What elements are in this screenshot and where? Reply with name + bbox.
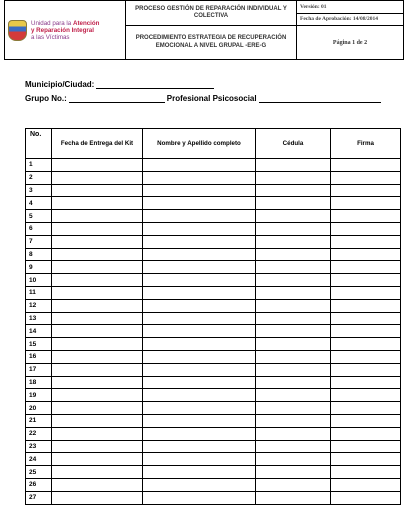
table-cell[interactable] — [52, 261, 143, 274]
logo-cell — [5, 1, 126, 60]
row-number: 26 — [26, 478, 52, 491]
table-cell[interactable] — [143, 222, 256, 235]
table-cell[interactable] — [331, 466, 401, 479]
table-cell[interactable] — [143, 184, 256, 197]
table-cell[interactable] — [52, 350, 143, 363]
row-number: 6 — [26, 222, 52, 235]
table-row — [26, 312, 401, 325]
table-cell[interactable] — [143, 299, 256, 312]
approval-date: Fecha de Aprobación: 14/08/2014 — [300, 16, 378, 22]
row-number: 11 — [26, 286, 52, 299]
table-cell[interactable] — [331, 338, 401, 351]
page-number: Página 1 de 2 — [297, 26, 404, 60]
table-row — [26, 197, 401, 210]
table-row — [26, 414, 401, 427]
table-row — [26, 261, 401, 274]
table-cell[interactable] — [256, 389, 331, 402]
table-cell[interactable] — [52, 197, 143, 210]
table-row — [26, 478, 401, 491]
row-number: 12 — [26, 299, 52, 312]
grupo-field[interactable] — [69, 94, 165, 103]
table-cell[interactable] — [331, 184, 401, 197]
process-title: PROCESO GESTIÓN DE REPARACIÓN INDIVIDUAL Y COLECTIVA — [126, 1, 297, 26]
row-number: 19 — [26, 389, 52, 402]
table-cell[interactable] — [256, 325, 331, 338]
row-number: 22 — [26, 427, 52, 440]
table-cell[interactable] — [331, 389, 401, 402]
table-cell[interactable] — [52, 235, 143, 248]
table-cell[interactable] — [143, 248, 256, 261]
table-row — [26, 389, 401, 402]
row-number: 10 — [26, 274, 52, 287]
table-cell[interactable] — [52, 453, 143, 466]
grupo-label: Grupo No.: — [25, 94, 67, 103]
table-cell[interactable] — [331, 414, 401, 427]
version-cell — [297, 1, 404, 26]
table-cell[interactable] — [256, 491, 331, 504]
table-cell[interactable] — [331, 197, 401, 210]
table-row — [26, 222, 401, 235]
table-row — [26, 350, 401, 363]
table-cell[interactable] — [331, 159, 401, 172]
row-number: 27 — [26, 491, 52, 504]
row-number: 18 — [26, 376, 52, 389]
table-cell[interactable] — [143, 338, 256, 351]
table-cell[interactable] — [143, 402, 256, 415]
table-cell[interactable] — [256, 363, 331, 376]
table-cell[interactable] — [256, 299, 331, 312]
table-row — [26, 376, 401, 389]
table-cell[interactable] — [143, 210, 256, 223]
table-cell[interactable] — [52, 491, 143, 504]
table-row — [26, 325, 401, 338]
municipio-line — [25, 80, 214, 89]
table-cell[interactable] — [52, 286, 143, 299]
table-cell[interactable] — [143, 414, 256, 427]
table-cell[interactable] — [331, 210, 401, 223]
table-cell[interactable] — [331, 274, 401, 287]
attendance-table — [25, 128, 401, 505]
row-number: 3 — [26, 184, 52, 197]
table-row — [26, 363, 401, 376]
table-cell[interactable] — [143, 363, 256, 376]
table-cell[interactable] — [256, 159, 331, 172]
table-cell[interactable] — [256, 222, 331, 235]
row-number: 4 — [26, 197, 52, 210]
table-row — [26, 159, 401, 172]
table-cell[interactable] — [143, 274, 256, 287]
table-cell[interactable] — [331, 363, 401, 376]
table-cell[interactable] — [256, 286, 331, 299]
table-cell[interactable] — [331, 261, 401, 274]
row-number: 1 — [26, 159, 52, 172]
row-number: 5 — [26, 210, 52, 223]
row-number: 2 — [26, 171, 52, 184]
column-header: No. — [26, 129, 52, 159]
table-cell[interactable] — [331, 427, 401, 440]
table-cell[interactable] — [52, 312, 143, 325]
table-cell[interactable] — [256, 376, 331, 389]
table-row — [26, 171, 401, 184]
table-cell[interactable] — [143, 427, 256, 440]
table-cell[interactable] — [52, 248, 143, 261]
row-number: 8 — [26, 248, 52, 261]
procedure-title: PROCEDIMIENTO ESTRATEGIA DE RECUPERACIÓN EMOCIONAL A NIVEL GRUPAL -ERE-G — [126, 26, 297, 60]
table-cell[interactable] — [256, 466, 331, 479]
table-header-row — [26, 129, 401, 159]
row-number: 7 — [26, 235, 52, 248]
municipio-label: Municipio/Ciudad: — [25, 80, 95, 89]
table-cell[interactable] — [52, 363, 143, 376]
table-row — [26, 274, 401, 287]
table-row — [26, 466, 401, 479]
table-cell[interactable] — [256, 197, 331, 210]
version-text: Versión: 01 — [297, 4, 403, 14]
profesional-label: Profesional Psicosocial — [166, 94, 257, 103]
table-cell[interactable] — [143, 491, 256, 504]
municipio-field[interactable] — [96, 80, 214, 89]
table-cell[interactable] — [256, 235, 331, 248]
row-number: 23 — [26, 440, 52, 453]
table-cell[interactable] — [331, 325, 401, 338]
row-number: 14 — [26, 325, 52, 338]
row-number: 15 — [26, 338, 52, 351]
table-cell[interactable] — [143, 286, 256, 299]
table-cell[interactable] — [143, 466, 256, 479]
table-row — [26, 299, 401, 312]
table-cell[interactable] — [52, 159, 143, 172]
row-number: 17 — [26, 363, 52, 376]
table-cell[interactable] — [256, 338, 331, 351]
table-row — [26, 286, 401, 299]
table-cell[interactable] — [256, 210, 331, 223]
table-cell[interactable] — [331, 402, 401, 415]
logo-text: Unidad para la Atención y Reparación Integral a las Víctimas — [31, 19, 100, 41]
table-cell[interactable] — [331, 478, 401, 491]
table-cell[interactable] — [52, 325, 143, 338]
table-cell[interactable] — [331, 440, 401, 453]
table-cell[interactable] — [143, 376, 256, 389]
table-cell[interactable] — [331, 312, 401, 325]
table-cell[interactable] — [143, 478, 256, 491]
row-number: 13 — [26, 312, 52, 325]
column-header: Cédula — [256, 129, 331, 159]
table-cell[interactable] — [52, 299, 143, 312]
table-cell[interactable] — [331, 286, 401, 299]
table-cell[interactable] — [52, 466, 143, 479]
table-cell[interactable] — [52, 274, 143, 287]
table-row — [26, 453, 401, 466]
table-cell[interactable] — [143, 440, 256, 453]
table-cell[interactable] — [331, 376, 401, 389]
table-row — [26, 210, 401, 223]
grupo-line — [25, 94, 381, 103]
table-cell[interactable] — [256, 274, 331, 287]
table-cell[interactable] — [143, 453, 256, 466]
table-cell[interactable] — [143, 171, 256, 184]
table-cell[interactable] — [256, 478, 331, 491]
table-cell[interactable] — [52, 184, 143, 197]
table-cell[interactable] — [52, 389, 143, 402]
table-cell[interactable] — [143, 325, 256, 338]
table-row — [26, 440, 401, 453]
table-cell[interactable] — [256, 427, 331, 440]
table-cell[interactable] — [256, 350, 331, 363]
table-cell[interactable] — [331, 222, 401, 235]
table-cell[interactable] — [256, 440, 331, 453]
table-cell[interactable] — [331, 491, 401, 504]
column-header: Firma — [331, 129, 401, 159]
table-cell[interactable] — [256, 402, 331, 415]
table-row — [26, 491, 401, 504]
table-cell[interactable] — [256, 261, 331, 274]
table-cell[interactable] — [331, 350, 401, 363]
table-cell[interactable] — [143, 159, 256, 172]
table-cell[interactable] — [256, 453, 331, 466]
table-row — [26, 235, 401, 248]
column-header: Fecha de Entrega del Kit — [52, 129, 143, 159]
table-cell[interactable] — [52, 478, 143, 491]
table-cell[interactable] — [52, 414, 143, 427]
table-cell[interactable] — [143, 261, 256, 274]
table-cell[interactable] — [52, 210, 143, 223]
table-cell[interactable] — [331, 171, 401, 184]
table-cell[interactable] — [143, 197, 256, 210]
table-cell[interactable] — [256, 171, 331, 184]
table-cell[interactable] — [256, 184, 331, 197]
row-number: 21 — [26, 414, 52, 427]
table-cell[interactable] — [143, 389, 256, 402]
table-cell[interactable] — [143, 235, 256, 248]
table-cell[interactable] — [256, 248, 331, 261]
table-cell[interactable] — [52, 338, 143, 351]
table-row — [26, 248, 401, 261]
table-cell[interactable] — [143, 312, 256, 325]
table-cell[interactable] — [52, 222, 143, 235]
table-cell[interactable] — [52, 171, 143, 184]
table-row — [26, 184, 401, 197]
table-row — [26, 402, 401, 415]
document-header — [4, 0, 404, 60]
table-row — [26, 427, 401, 440]
row-number: 16 — [26, 350, 52, 363]
unidad-victimas-logo — [5, 1, 125, 59]
table-row — [26, 338, 401, 351]
colombia-seal-icon — [8, 20, 27, 41]
table-cell[interactable] — [52, 440, 143, 453]
table-cell[interactable] — [331, 453, 401, 466]
profesional-field[interactable] — [259, 94, 381, 103]
table-cell[interactable] — [331, 248, 401, 261]
column-header: Nombre y Apellido completo — [143, 129, 256, 159]
table-cell[interactable] — [52, 376, 143, 389]
row-number: 20 — [26, 402, 52, 415]
row-number: 25 — [26, 466, 52, 479]
table-cell[interactable] — [331, 299, 401, 312]
table-cell[interactable] — [52, 402, 143, 415]
table-cell[interactable] — [256, 312, 331, 325]
table-cell[interactable] — [331, 235, 401, 248]
row-number: 24 — [26, 453, 52, 466]
table-cell[interactable] — [143, 350, 256, 363]
row-number: 9 — [26, 261, 52, 274]
table-cell[interactable] — [52, 427, 143, 440]
table-cell[interactable] — [256, 414, 331, 427]
